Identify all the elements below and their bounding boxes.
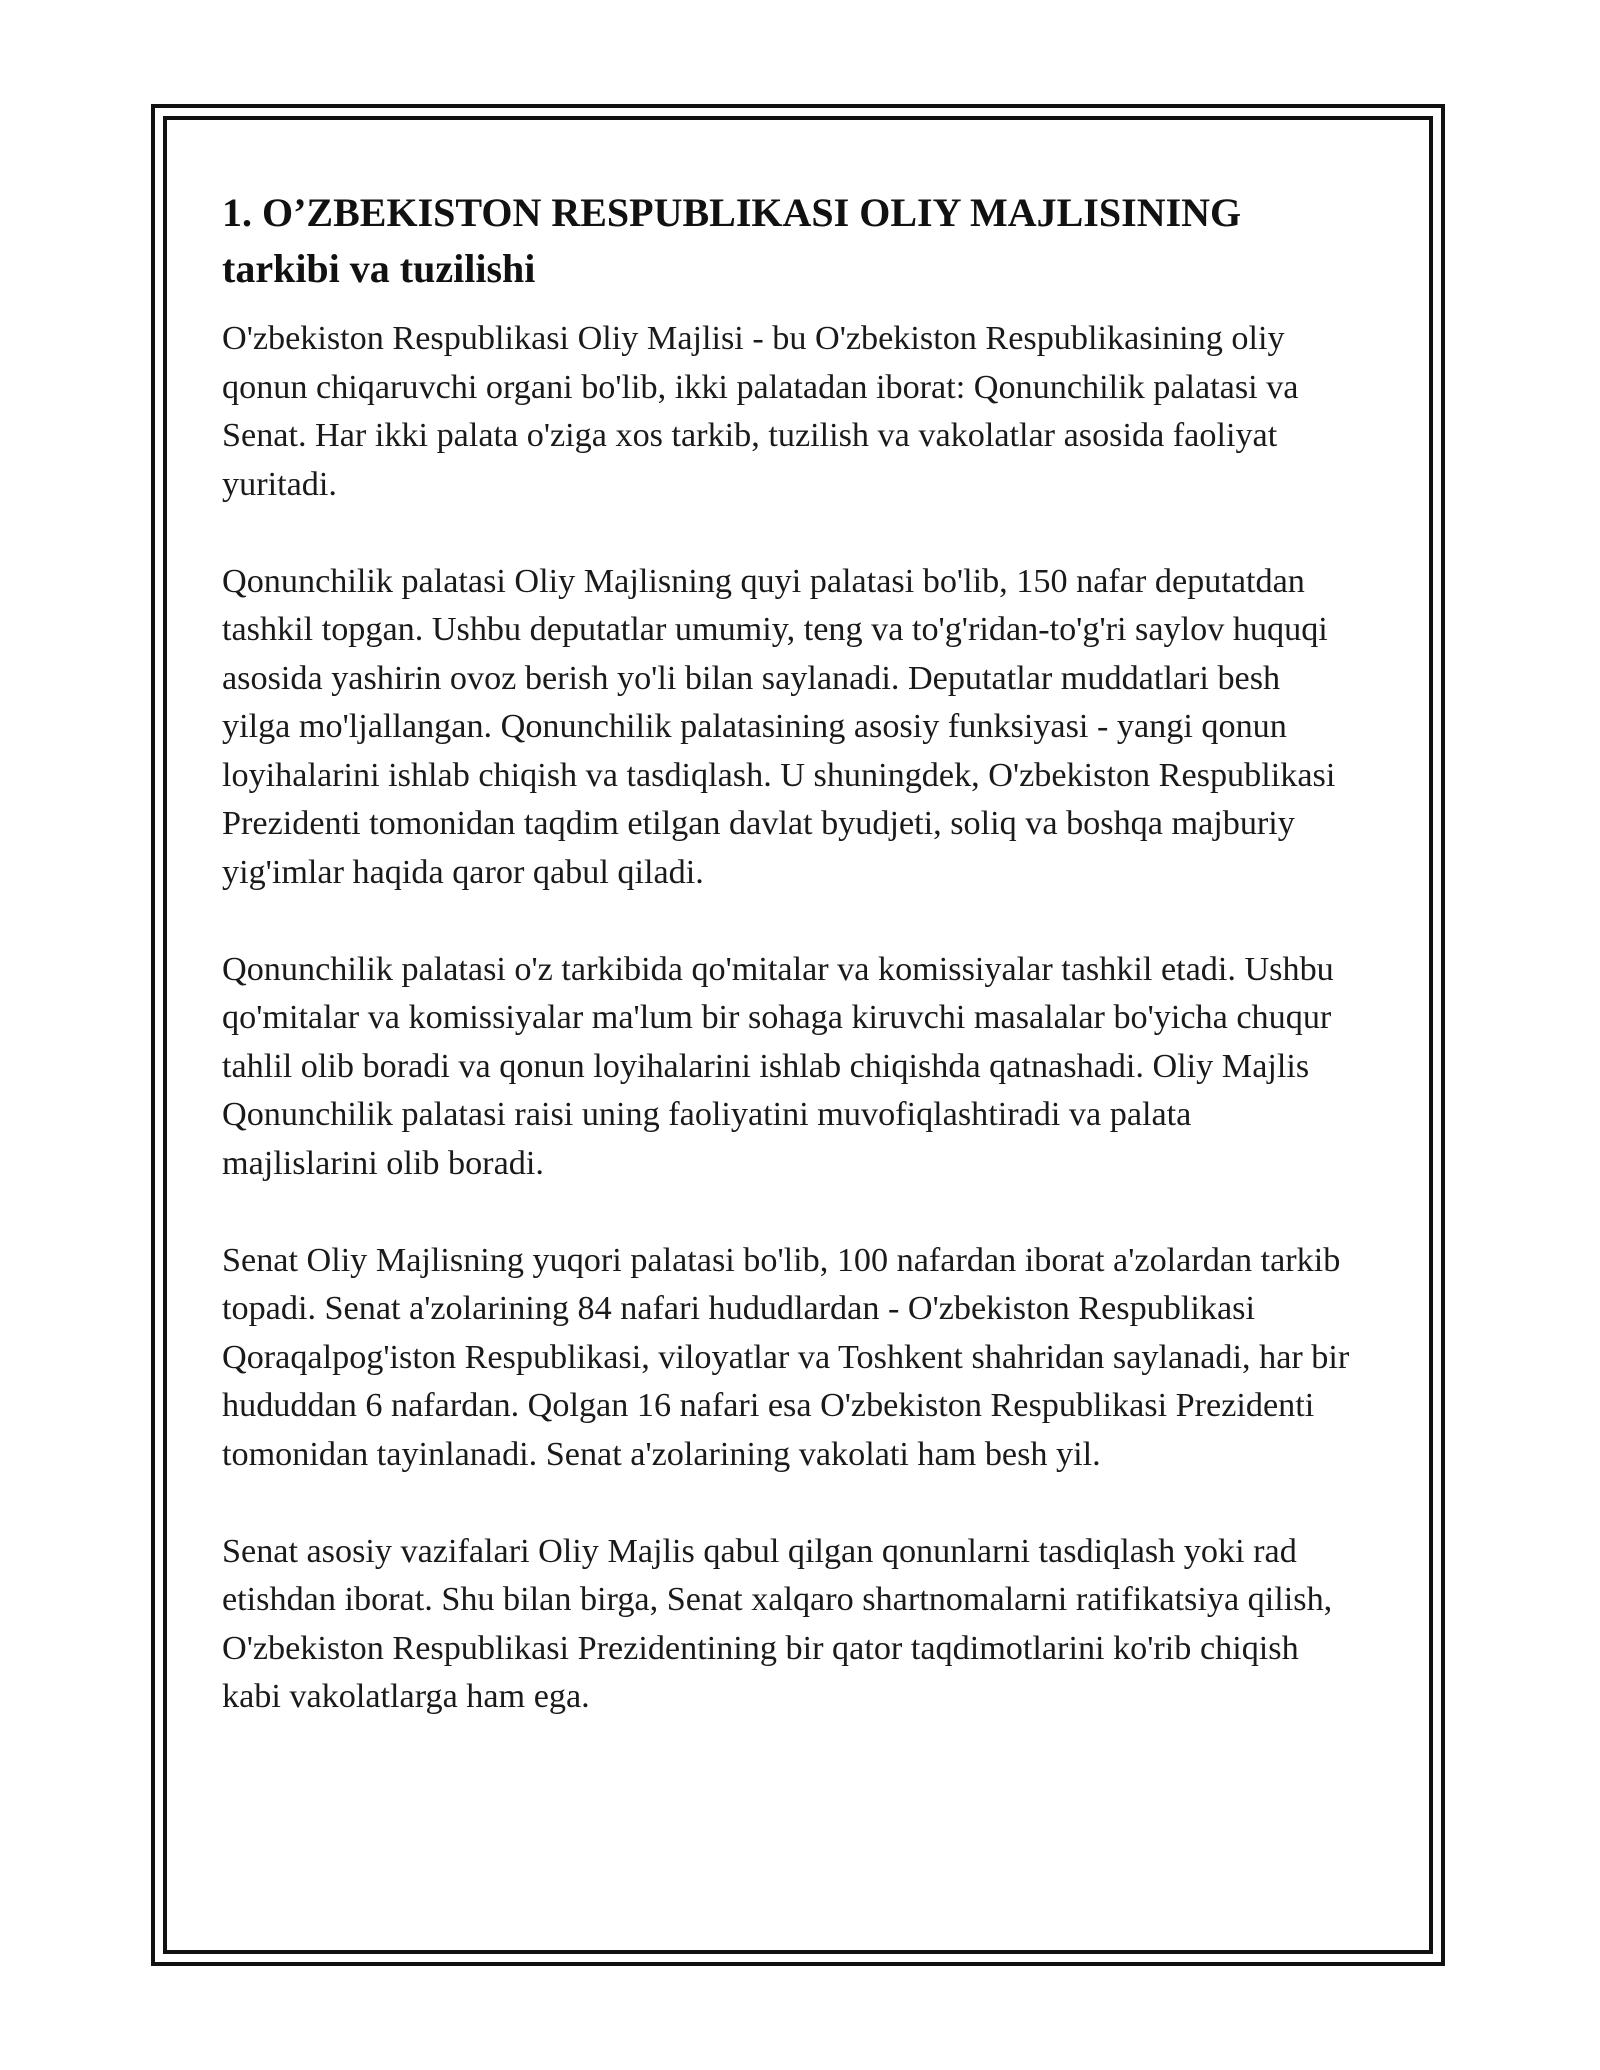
paragraph-2: Qonunchilik palatasi Oliy Majlisning quyi palatasi bo'lib, 150 nafar deputatdan tashkil topgan. Ushbu deputatlar umumiy, teng va to'g'ridan-to'g'ri saylov huquqi asosida yashirin ovoz berish yo'li bilan saylanadi. Deputatlar muddatlari besh yilga mo'ljallangan. Qonunchilik palatasining asosiy funksiyasi - yangi qonun loyihalarini ishlab chiqish va tasdiqlash. U shuningdek, O'zbekiston Respublikasi Prezidenti tomonidan taqdim etilgan davlat byudjeti, soliq va boshqa majburiy yig'imlar haqida qaror qabul qiladi. xyxy=(222,562,1336,891)
page-title xyxy=(222,185,1352,297)
title-line-2: tarkibi va tuzilishi xyxy=(222,246,536,291)
paragraph-5: Senat asosiy vazifalari Oliy Majlis qabul qilgan qonunlarni tasdiqlash yoki rad etishdan iborat. Shu bilan birga, Senat xalqaro shartnomalarni ratifikatsiya qilish, O'zbekiston Respublikasi Prezidentining bir qator taqdimotlarini ko'rib chiqish kabi vakolatlarga ham ega. xyxy=(222,1532,1333,1715)
document-body xyxy=(222,185,1352,1770)
paragraph-4: Senat Oliy Majlisning yuqori palatasi bo'lib, 100 nafardan iborat a'zolardan tarkib topadi. Senat a'zolarining 84 nafari hududlardan - O'zbekiston Respublikasi Qoraqalpog'iston Respublikasi, viloyatlar va Toshkent shahridan saylanadi, har bir hududdan 6 nafardan. Qolgan 16 nafari esa O'zbekiston Respublikasi Prezidenti tomonidan tayinlanadi. Senat a'zolarining vakolati ham besh yil. xyxy=(222,1241,1350,1473)
paragraph-1: O'zbekiston Respublikasi Oliy Majlisi - bu O'zbekiston Respublikasining oliy qonun chiqaruvchi organi bo'lib, ikki palatadan iborat: Qonunchilik palatasi va Senat. Har ikki palata o'ziga xos tarkib, tuzilish va vakolatlar asosida faoliyat yuritadi. xyxy=(222,320,1299,503)
paragraph-3: Qonunchilik palatasi o'z tarkibida qo'mitalar va komissiyalar tashkil etadi. Ushbu qo'mitalar va komissiyalar ma'lum bir sohaga kiruvchi masalalar bo'yicha chuqur tahlil olib boradi va qonun loyihalarini ishlab chiqishda qatnashadi. Oliy Majlis Qonunchilik palatasi raisi uning faoliyatini muvofiqlashtiradi va palata majlislarini olib boradi. xyxy=(222,950,1334,1182)
title-line-1: 1. O’ZBEKISTON RESPUBLIKASI OLIY MAJLISINING xyxy=(222,190,1242,235)
